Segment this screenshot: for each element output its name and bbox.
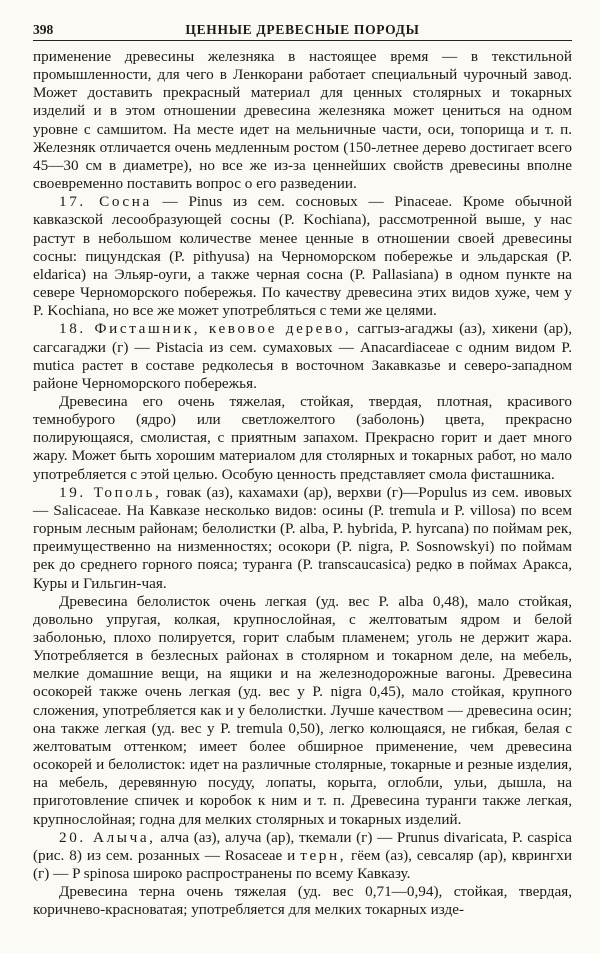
entry-heading-blackthorn: терн,: [300, 846, 347, 864]
entry-heading-cherry-plum: 20. Алыча,: [59, 828, 156, 846]
paragraph-pistachio-wood: Древесина его очень тяжелая, стойкая, твердая, плотная, красивого темнобурого (ядро) или светложелтого (заболонь) цвета, прекрасно полирующаяся, смолистая, с приятным запахом. Прекрасно горит и дает много жару. Может быть хорошим материалом для столярных и токарных работ, но мало употребляется с этой целью. Особую ценность представляет смола фисташника.: [33, 392, 572, 483]
entry-heading-pine: 17. Сосна: [59, 193, 152, 211]
page-header: [33, 22, 572, 41]
paragraph-cherry-plum: 20. Алыча, алча (аз), алуча (ар), ткемали (г) — Prunus divaricata, P. caspica (рис. 8) из сем. розанных — Rosaceae и терн, гёем (аз), севсаляр (ар), кврингхи (г) — P spinosa широко распространены по всему Кавказу.: [33, 828, 573, 883]
page-number: 398: [33, 22, 54, 37]
paragraph-pistachio: 18. Фисташник, кевовое дерево, саггыз-агаджы (аз), хикени (ар), сагсагаджи (г) — Pistacia из сем. сумаховых — Anacardiaceae с одним видом P. mutica растет в составе редколесья в восточном Закавказье и северо-западном районе Черноморского побережья.: [33, 320, 572, 392]
running-title: ЦЕННЫЕ ДРЕВЕСНЫЕ ПОРОДЫ: [185, 22, 420, 37]
paragraph-poplar-wood: Древесина белолисток очень легкая (уд. вес P. alba 0,48), мало стойкая, довольно упругая, колкая, крупнослойная, с желтоватым ядром и белой заболонью, плохо полируется, горит слабым пламенем; уголь не держит жара. Употребляется в безлесных районах в столярном и токарном деле, на мебель, мелкие домашние вещи, на ящики и на железнодорожные вагоны. Древесина осокорей также очень легкая (уд. вес у P. nigra 0,45), мало стойкая, крупного сложения, употребляется как и у белолистки. Лучше качеством — древесина осин; она также легкая (уд. вес у P. tremula 0,50), легко колющаяся, не гибкая, белая с желтоватым оттенком; имеет более обширное применение, чем древесина осокорей и белолисток: идет на различные столярные, токарные и резные изделия, на мебель, деревянную посуду, лопаты, корыта, оглобли, ульи, дышла, на приготовление спичек и коробок к ним и т. п. Древесина туранги также легкая, крупнослойная; годна для мелких столярных и токарных изделий.: [33, 592, 572, 828]
paragraph-poplar: 19. Тополь, говак (аз), кахамахи (ар), верхви (г)—Populus из сем. ивовых — Salicaceae. На Кавказе несколько видов: осины (P. tremula и P. villosa) по всем горным лесным районам; белолистки (P. alba, P. hybrida, P. hyrcana) по поймам рек, преимущественно на низменностях; осокори (P. nigra, P. Sosnowskyi) по поймам рек до среднего горного пояса; туранга (P. transcaucasica) редко в поймах Аракса, Куры и Гильгин-чая.: [33, 483, 572, 592]
entry-heading-poplar: 19. Тополь,: [59, 483, 162, 501]
paragraph-blackthorn-wood: Древесина терна очень тяжелая (уд. вес 0,71—0,94), стойкая, твердая, коричнево-красноватая; употребляется для мелких токарных изде-: [33, 883, 572, 919]
entry-heading-pistachio: 18. Фисташник, кевовое дерево,: [59, 320, 352, 338]
body-text: [33, 48, 572, 920]
paragraph-ironwood-continued: применение древесины железняка в настоящее время — в текстильной промышленности, для чего в Ленкорани работает специальный чурочный завод. Может доставить прекрасный материал для ценных столярных и токарных изделий и в этом отношении древесина железняка может цениться на одном уровне с самшитом. На месте идет на мельничные части, оси, топорища и т. п. Железняк отличается очень медленным ростом (150-летнее дерево достигает всего 45—30 см в диаметре), но все же из-за ценнейших свойств древесины вполне своевременно поставить вопрос о его разведении.: [33, 48, 572, 193]
paragraph-pine: 17. Сосна — Pinus из сем. сосновых — Pinaceae. Кроме обычной кавказской лесообразующей сосны (P. Kochiana), рассмотренной выше, у нас растут в небольшом количестве менее ценные в отношении своей древесины сосны: пицундская (P. pithyusa) на Черноморском побережье и эльдарская (P. eldarica) на Эльяр-оуги, а также черная сосна (P. Pallasiana) в одном пункте на севере Черноморского побережья. По качеству древесина этих видов хуже, чем у P. Kochiana, но все же может употребляться с теми же целями.: [33, 193, 572, 320]
